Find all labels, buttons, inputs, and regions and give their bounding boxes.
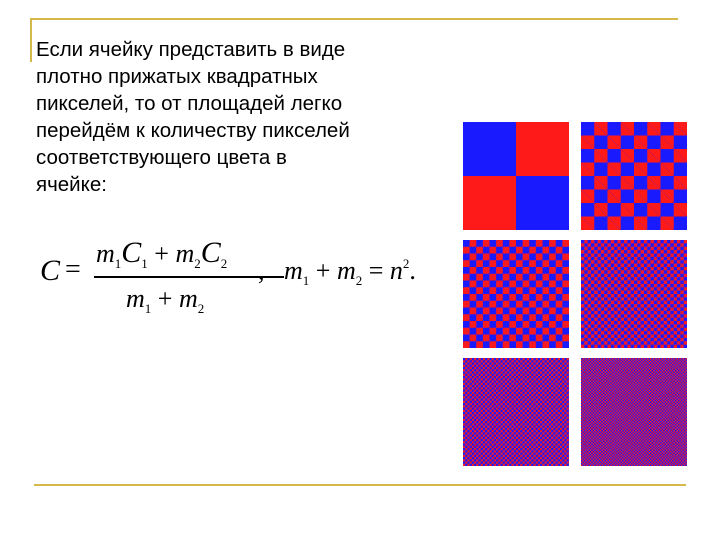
fraction-bar [94, 276, 284, 278]
checkerboard-16x16 [462, 239, 570, 349]
checkerboard-48x48 [462, 357, 570, 467]
formula-comma: , [258, 256, 265, 285]
bottom-rule [34, 484, 686, 486]
formula-constraint: $m_1 + m_2 = n^2$. [284, 256, 416, 288]
formula-equals: = [65, 254, 81, 285]
checkerboard-72x72 [580, 357, 688, 467]
checkerboard-grid [462, 121, 688, 467]
formula-numerator: $m_1C_1 + m_2C_2$ [96, 236, 228, 271]
checkerboard-2x2 [462, 121, 570, 231]
checkerboard-8x8 [580, 121, 688, 231]
formula-denominator: $m_1 + m_2$ [126, 284, 205, 316]
checkerboard-32x32 [580, 239, 688, 349]
formula-lhs: C [40, 254, 61, 287]
top-rule [30, 18, 678, 20]
body-paragraph: Если ячейку представить в виде плотно прижатых квадратных пикселей, то от площадей легко перейдём к количеству пикселей соответствующего цвета в ячейке: [36, 38, 350, 196]
formula [40, 236, 460, 326]
left-rule [30, 18, 32, 62]
